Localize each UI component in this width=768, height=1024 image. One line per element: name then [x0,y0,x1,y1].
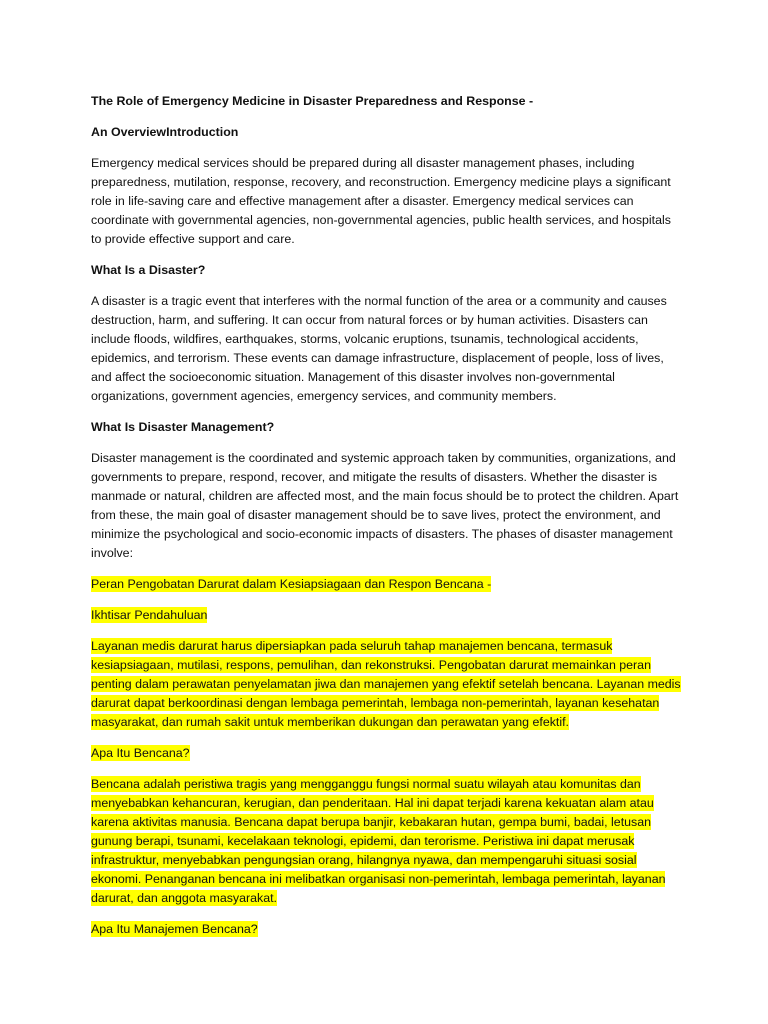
disaster-heading: What Is a Disaster? [91,263,206,277]
management-paragraph: Disaster management is the coordinated and systemic approach taken by communities, organizations, and governments to prepare, respond, recover, and mitigate the results of disasters. Whether the disaster is manmade or natural, children are affected most, and the main focus should be to protect the children. Apart from these, the main goal of disaster management should be to save lives, protect the environment, and minimize the psychological and socio-economic impacts of disasters. The phases of disaster management involve: [91,451,679,560]
translated-intro-block [91,637,683,732]
translated-disaster-paragraph: Bencana adalah peristiwa tragis yang mengganggu fungsi normal suatu wilayah atau komunitas dan menyebabkan kehancuran, kerugian, dan penderitaan. Hal ini dapat terjadi karena kekuatan alam atau karena aktivitas manusia. Bencana dapat berupa banjir, kebakaran hutan, gempa bumi, badai, letusan gunung berapi, tsunami, kecelakaan teknologi, epidemi, dan terorisme. Peristiwa ini dapat merusak infrastruktur, menyebabkan pengungsian orang, hilangnya nyawa, dan mempengaruhi situasi sosial ekonomi. Penanganan bencana ini melibatkan organisasi non-pemerintah, lembaga pemerintah, layanan darurat, dan anggota masyarakat. [91,777,666,905]
translated-subtitle-block [91,606,683,625]
translated-disaster-heading-block [91,744,683,763]
translated-management-heading-block [91,920,683,939]
translated-disaster-block [91,775,683,908]
intro-paragraph: Emergency medical services should be prepared during all disaster management phases, including preparedness, mutilation, response, recovery, and reconstruction. Emergency medicine plays a significant role in life-saving care and effective management after a disaster. Emergency medical services can coordinate with governmental agencies, non-governmental agencies, public health services, and hospitals to provide effective support and care. [91,156,671,246]
management-heading: What Is Disaster Management? [91,420,275,434]
translated-title: Peran Pengobatan Darurat dalam Kesiapsiagaan dan Respon Bencana - [91,577,492,591]
translated-intro-paragraph: Layanan medis darurat harus dipersiapkan pada seluruh tahap manajemen bencana, termasuk kesiapsiagaan, mutilasi, respons, pemulihan, dan rekonstruksi. Pengobatan darurat memainkan peran penting dalam perawatan penyelamatan jiwa dan manajemen yang efektif setelah bencana. Layanan medis darurat dapat berkoordinasi dengan lembaga pemerintah, lembaga non-pemerintah, layanan kesehatan masyarakat, dan rumah sakit untuk memberikan dukungan dan perawatan yang efektif. [91,639,681,729]
document-page [91,92,683,951]
translated-subtitle: Ikhtisar Pendahuluan [91,608,208,622]
document-title: The Role of Emergency Medicine in Disaster Preparedness and Response - [91,94,534,108]
document-subtitle: An OverviewIntroduction [91,125,239,139]
translated-title-block [91,575,683,594]
translated-management-heading: Apa Itu Manajemen Bencana? [91,922,258,936]
translated-disaster-heading: Apa Itu Bencana? [91,746,190,760]
disaster-paragraph: A disaster is a tragic event that interferes with the normal function of the area or a community and causes destruction, harm, and suffering. It can occur from natural forces or by human activities. Disasters can include floods, wildfires, earthquakes, storms, volcanic eruptions, tsunamis, technological accidents, epidemics, and terrorism. These events can damage infrastructure, displacement of people, loss of lives, and affect the socioeconomic situation. Management of this disaster involves non-governmental organizations, government agencies, emergency services, and community members. [91,294,667,403]
